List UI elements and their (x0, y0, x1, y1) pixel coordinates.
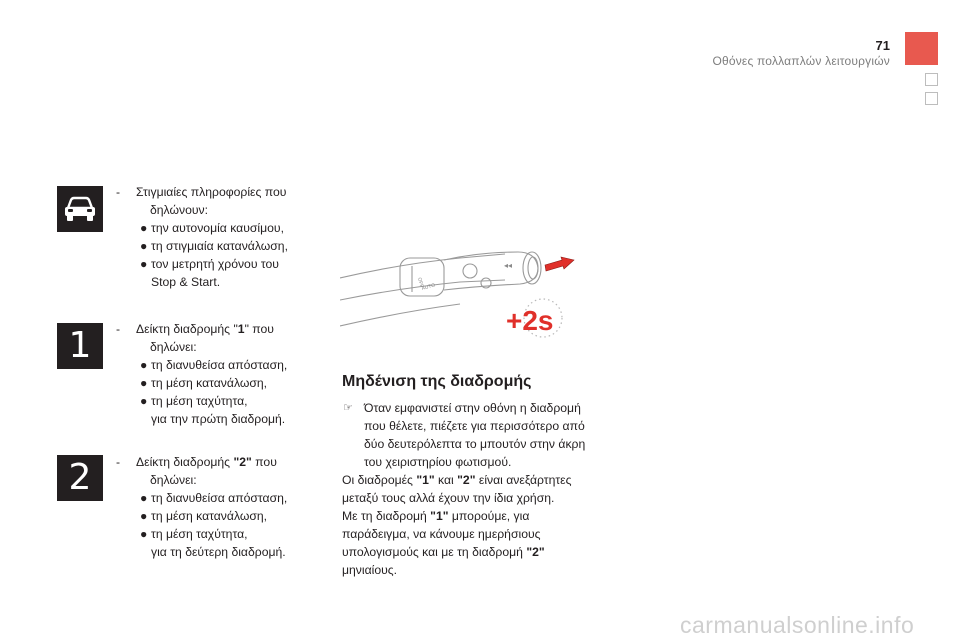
car-front-icon (57, 186, 103, 232)
block2-item: τη μέση ταχύτητα, (151, 394, 248, 408)
chapter-tab-active (905, 32, 938, 65)
paragraph-line: υπολογισμούς και με τη διαδρομή "2" (342, 545, 545, 559)
block3-intro-cont: δηλώνει: (150, 473, 197, 487)
trip-2-digit: 2 (68, 457, 92, 498)
block2-item: τη διανυθείσα απόσταση, (151, 358, 288, 372)
block2-item: τη μέση κατανάλωση, (151, 376, 268, 390)
light-stalk-illustration (340, 238, 580, 348)
hold-2s-badge (506, 299, 562, 337)
page-number: 71 (875, 38, 890, 53)
block1-item: την αυτονομία καυσίμου, (151, 221, 284, 235)
block1-item: τον μετρητή χρόνου του (151, 257, 279, 271)
block2-intro-cont: δηλώνει: (150, 340, 197, 354)
trip-1-icon (57, 323, 103, 369)
step-arrow-icon: ☞ (343, 402, 353, 414)
badge-text: +2s (506, 305, 554, 336)
chapter-tab (925, 92, 938, 105)
step-line: του χειριστηρίου φωτισμού. (364, 455, 512, 469)
section-title: Οθόνες πολλαπλών λειτουργιών (712, 54, 890, 68)
svg-text:OFF: OFF (416, 276, 425, 289)
trip-1-block: - Δείκτη διαδρομής "1" που δηλώνει: ● τη διανυθείσα απόσταση, ● τη μέση κατανάλωση, ● τη μέση ταχύτητα, για την πρώτη διαδρομή. (116, 320, 336, 428)
block3-intro: Δείκτη διαδρομής "2" που (136, 455, 277, 469)
reset-trip-title: Μηδένιση της διαδρομής (342, 373, 532, 390)
trip-1-digit: 1 (68, 325, 92, 366)
paragraph-line: παράδειγμα, να κάνουμε ημερήσιους (342, 527, 541, 541)
paragraph-line: Με τη διαδρομή "1" μπορούμε, για (342, 509, 530, 523)
block1-item-cont: Stop & Start. (151, 275, 221, 289)
press-arrow-icon (545, 257, 574, 271)
block3-item: τη μέση κατανάλωση, (151, 509, 268, 523)
reset-trip-text (342, 399, 612, 579)
step-line: Όταν εμφανιστεί στην οθόνη η διαδρομή (364, 401, 581, 415)
watermark: carmanualsonline.info (680, 612, 915, 638)
block1-item: τη στιγμιαία κατανάλωση, (151, 239, 288, 253)
block1-intro: Στιγμιαίες πληροφορίες που (136, 185, 287, 199)
svg-text:◂◂: ◂◂ (504, 261, 513, 270)
trip-2-icon (57, 455, 103, 501)
block2-item-cont: για την πρώτη διαδρομή. (151, 412, 286, 426)
paragraph-line: μεταξύ τους αλλά έχουν την ίδια χρήση. (342, 491, 555, 505)
block2-intro: Δείκτη διαδρομής "1" που (136, 322, 274, 336)
block3-item: τη μέση ταχύτητα, (151, 527, 248, 541)
stalk-auto-label: AUTO (420, 282, 436, 292)
block3-item-cont: για τη δεύτερη διαδρομή. (151, 545, 286, 559)
trip-2-block: - Δείκτη διαδρομής "2" που δηλώνει: ● τη διανυθείσα απόσταση, ● τη μέση κατανάλωση, ● τη μέση ταχύτητα, για τη δεύτερη διαδρομή. (116, 453, 336, 561)
step-line: δύο δευτερόλεπτα το μπουτόν στην άκρη (364, 437, 586, 451)
paragraph-line: Οι διαδρομές "1" και "2" είναι ανεξάρτητες (342, 473, 572, 487)
chapter-tab (925, 73, 938, 86)
instant-info-block: - Στιγμιαίες πληροφορίες που δηλώνουν: ● την αυτονομία καυσίμου, ● τη στιγμιαία κατανάλωση, ● τον μετρητή χρόνου του Stop & Start. (116, 183, 336, 291)
block3-item: τη διανυθείσα απόσταση, (151, 491, 288, 505)
step-line: που θέλετε, πιέζετε για περισσότερο από (364, 419, 585, 433)
paragraph-line: μηνιαίους. (342, 563, 398, 577)
block1-intro-cont: δηλώνουν: (150, 203, 209, 217)
